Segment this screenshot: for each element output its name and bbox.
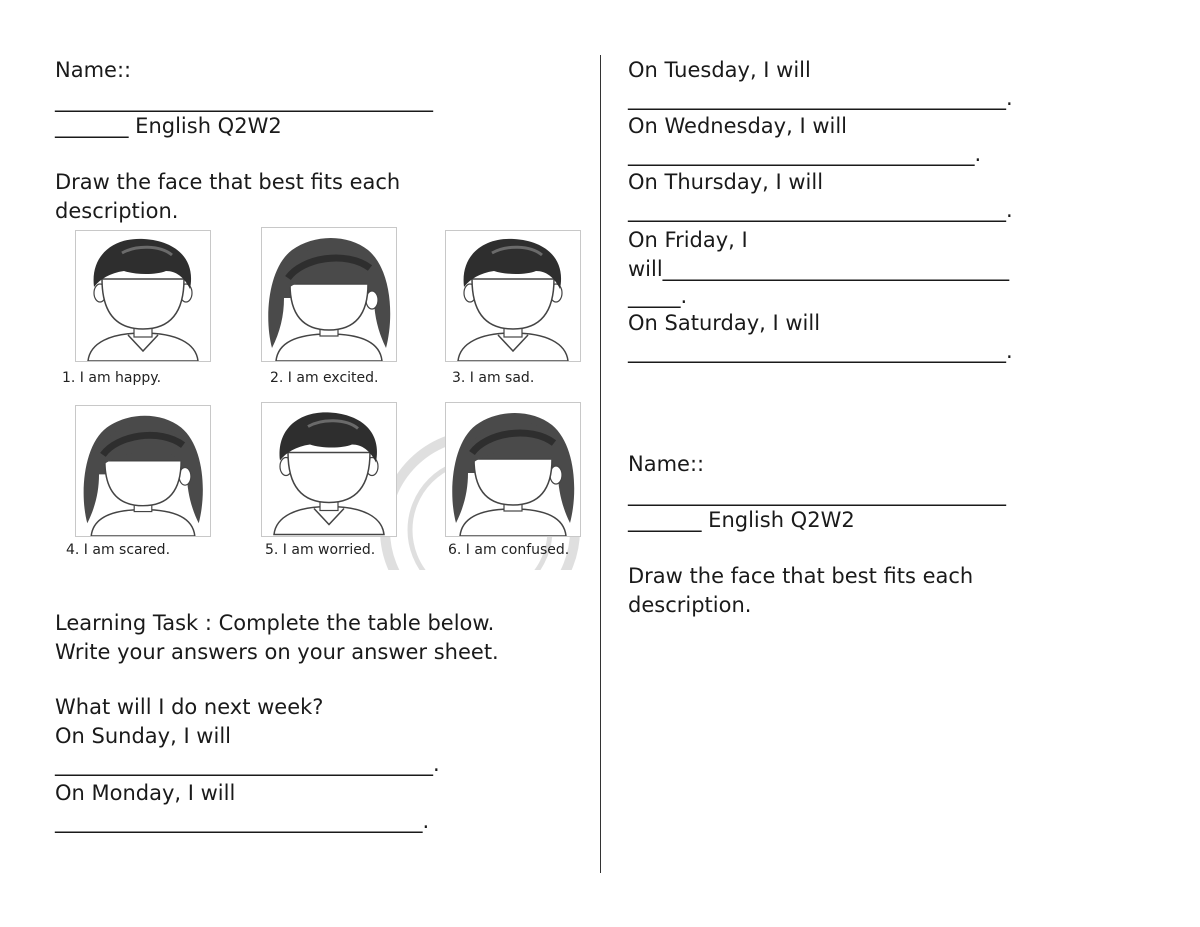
saturday-label: On Saturday, I will (628, 311, 821, 335)
task-line-1: Learning Task : Complete the table below. (55, 611, 495, 635)
tuesday-label: On Tuesday, I will (628, 58, 811, 82)
thursday-label: On Thursday, I will (628, 170, 824, 194)
monday-answer-line[interactable]: ___________________________________. (55, 809, 430, 833)
face-caption-4: 4. I am scared. (66, 542, 171, 558)
name-label-2: Name:: (628, 452, 705, 476)
subject-line: _______ English Q2W2 (55, 114, 282, 138)
face-caption-2: 2. I am excited. (270, 370, 379, 386)
friday-answer-line[interactable]: will_________________________________ (628, 257, 1010, 281)
face-caption-1: 1. I am happy. (62, 370, 162, 386)
saturday-answer-line[interactable]: ____________________________________. (628, 339, 1013, 363)
question: What will I do next week? (55, 695, 324, 719)
instruction-line-1: Draw the face that best fits each (55, 170, 401, 194)
face-caption-6: 6. I am confused. (448, 542, 570, 558)
sunday-label: On Sunday, I will (55, 724, 231, 748)
sunday-answer-line[interactable]: ____________________________________. (55, 752, 440, 776)
face-picture-5 (261, 402, 397, 537)
name-blank-line[interactable]: ____________________________________ (55, 88, 433, 112)
task-line-2: Write your answers on your answer sheet. (55, 640, 499, 664)
name-blank-line-2[interactable]: ____________________________________ (628, 482, 1006, 506)
friday-answer-line-2[interactable]: _____. (628, 284, 688, 308)
face-picture-4 (75, 405, 211, 537)
instruction-line-2: description. (55, 199, 179, 223)
wednesday-answer-line[interactable]: _________________________________. (628, 142, 982, 166)
subject-line-2: _______ English Q2W2 (628, 508, 855, 532)
face-caption-3: 3. I am sad. (452, 370, 535, 386)
monday-label: On Monday, I will (55, 781, 236, 805)
face-picture-3 (445, 230, 581, 362)
face-caption-5: 5. I am worried. (265, 542, 376, 558)
wednesday-label: On Wednesday, I will (628, 114, 847, 138)
face-picture-2 (261, 227, 397, 362)
thursday-answer-line[interactable]: ____________________________________. (628, 198, 1013, 222)
face-picture-1 (75, 230, 211, 362)
instruction-line-4: description. (628, 593, 752, 617)
name-label: Name:: (55, 58, 132, 82)
friday-label: On Friday, I (628, 228, 748, 252)
face-picture-6 (445, 402, 581, 537)
column-divider (600, 55, 601, 873)
instruction-line-3: Draw the face that best fits each (628, 564, 974, 588)
tuesday-answer-line[interactable]: ____________________________________. (628, 86, 1013, 110)
